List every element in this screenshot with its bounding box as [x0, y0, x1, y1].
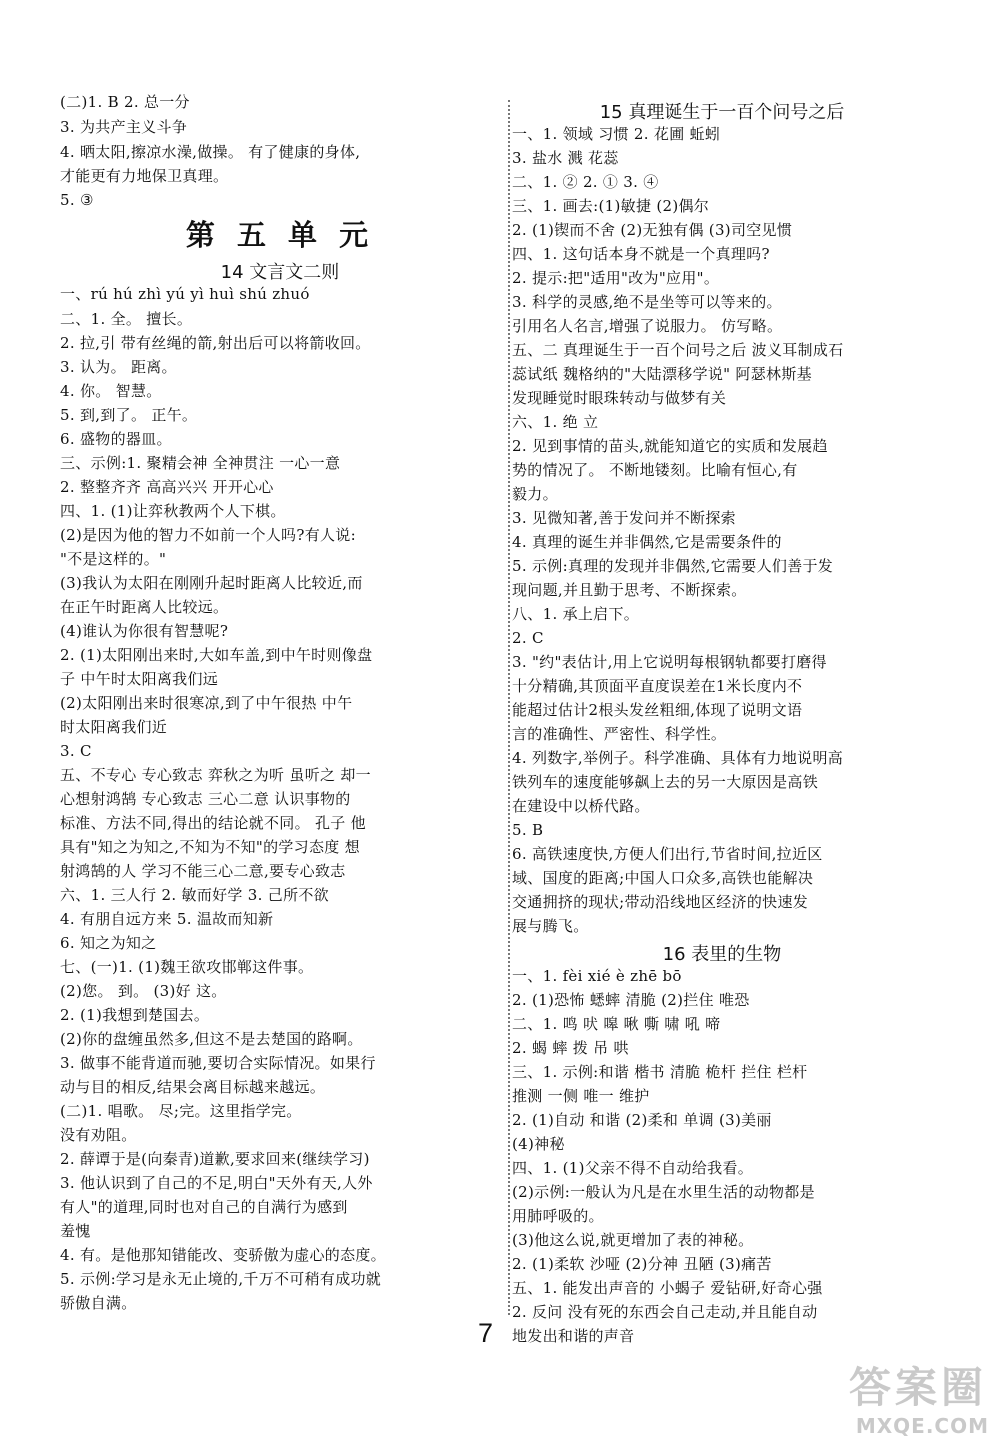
text-line: 八、1. 承上启下。 [512, 605, 640, 623]
text-line: 5. 到,到了。 正午。 [60, 406, 198, 424]
text-line: 毅力。 [512, 485, 558, 503]
text-line: 5. 示例:学习是永无止境的,千万不可稍有成功就 [60, 1270, 382, 1288]
text-line: 3. "约"表估计,用上它说明每根钢轨都要打磨得 [512, 653, 827, 671]
section-16-title: 16 表里的生物 [662, 944, 782, 965]
text-line: 四、1. 这句话本身不就是一个真理吗? [512, 245, 770, 263]
text-line: 4. 真理的诞生并非偶然,它是需要条件的 [512, 533, 782, 551]
text-line: 2. 蝎 蟀 拨 吊 哄 [512, 1039, 629, 1057]
text-line: 四、1. (1)让弈秋教两个人下棋。 [60, 502, 286, 520]
text-line: 动与目的相反,结果会离目标越来越远。 [60, 1078, 326, 1096]
text-line: 展与腾飞。 [512, 917, 589, 935]
text-line: 一、1. fèi xié è zhē bō [512, 967, 682, 985]
text-line: 子 中午时太阳离我们远 [60, 670, 219, 688]
text-line: (4)谁认为你很有智慧呢? [60, 622, 229, 640]
text-line: 2. (1)柔软 沙哑 (2)分神 丑陋 (3)痛苦 [512, 1255, 772, 1273]
text-line: 蕊试纸 魏格纳的"大陆漂移学说" 阿瑟林斯基 [512, 365, 812, 383]
text-line: 心想射鸿鹄 专心致志 三心二意 认识事物的 [60, 790, 351, 808]
text-line: 射鸿鹄的人 学习不能三心二意,要专心致志 [60, 862, 346, 880]
text-line: 六、1. 绝 立 [512, 413, 599, 431]
watermark-bottom-text: MXQE.COM [855, 1414, 989, 1438]
text-line: 标准、方法不同,得出的结论就不同。 孔子 他 [60, 814, 366, 832]
text-line: (2)是因为他的智力不如前一个人吗?有人说: [60, 526, 356, 544]
text-line: 在正午时距离人比较远。 [60, 598, 229, 616]
page-number: 7 [478, 1318, 494, 1348]
text-line: 4. 晒太阳,擦凉水澡,做操。 有了健康的身体, [60, 143, 361, 161]
text-line: 6. 知之为知之 [60, 934, 157, 952]
text-line: 2. 薛谭于是(向秦青)道歉,要求回来(继续学习) [60, 1150, 370, 1168]
text-line: 有人"的道理,同时也对自己的自满行为感到 [60, 1198, 348, 1216]
text-line: 五、不专心 专心致志 弈秋之为听 虽听之 却一 [60, 766, 371, 784]
text-line: 用肺呼吸的。 [512, 1207, 604, 1225]
text-line: 3. 认为。 距离。 [60, 358, 177, 376]
text-line: 2. (1)恐怖 蟋蟀 清脆 (2)拦住 唯恐 [512, 991, 750, 1009]
text-line: 5. ③ [60, 191, 94, 209]
text-line: 2. (1)锲而不舍 (2)无独有偶 (3)司空见惯 [512, 221, 793, 239]
text-line: 3. 盐水 溅 花蕊 [512, 149, 619, 167]
text-line: 二、1. 鸣 吠 嗥 啾 嘶 啸 吼 啼 [512, 1015, 721, 1033]
text-line: 三、示例:1. 聚精会神 全神贯注 一心一意 [60, 454, 341, 472]
text-line: 交通拥挤的现状;带动沿线地区经济的快速发 [512, 893, 809, 911]
text-line: 2. 整整齐齐 高高兴兴 开开心心 [60, 478, 274, 496]
text-line: 4. 你。 智慧。 [60, 382, 162, 400]
text-line: 五、二 真理诞生于一百个问号之后 波义耳制成石 [512, 341, 844, 359]
text-line: 4. 有。是他那知错能改、变骄傲为虚心的态度。 [60, 1246, 386, 1264]
text-line: (2)您。 到。 (3)好 这。 [60, 982, 227, 1000]
text-line: 羞愧 [60, 1222, 91, 1240]
text-line: 五、1. 能发出声音的 小蝎子 爱钻研,好奇心强 [512, 1279, 823, 1297]
text-line: 3. 科学的灵感,绝不是坐等可以等来的。 [512, 293, 782, 311]
text-line: (3)我认为太阳在刚刚升起时距离人比较近,而 [60, 574, 363, 592]
text-line: 四、1. (1)父亲不得不自动给我看。 [512, 1159, 754, 1177]
text-line: 现问题,并且勤于思考、不断探索。 [512, 581, 747, 599]
text-line: 5. B [512, 821, 544, 839]
text-line: (2)你的盘缠虽然多,但这不是去楚国的路啊。 [60, 1030, 363, 1048]
text-line: 2. C [512, 629, 544, 647]
text-line: 域、国度的距离;中国人口众多,高铁也能解决 [512, 869, 814, 887]
text-line: (2)太阳刚出来时很寒凉,到了中午很热 中午 [60, 694, 353, 712]
text-line: (4)神秘 [512, 1135, 565, 1153]
column-divider [508, 100, 510, 1315]
text-line: 3. 见微知著,善于发问并不断探索 [512, 509, 736, 527]
text-line: 引用名人名言,增强了说服力。 仿写略。 [512, 317, 783, 335]
text-line: 2. 见到事情的苗头,就能知道它的实质和发展趋 [512, 437, 828, 455]
text-line: (2)示例:一般认为凡是在水里生活的动物都是 [512, 1183, 815, 1201]
text-line: 2. 反问 没有死的东西会自己走动,并且能自动 [512, 1303, 818, 1321]
text-line: 在建设中以桥代路。 [512, 797, 650, 815]
text-line: (二)1. B 2. 总一分 [60, 93, 190, 111]
text-line: "不是这样的。" [60, 550, 167, 568]
text-line: 势的情况了。 不断地镂刻。比喻有恒心,有 [512, 461, 798, 479]
text-line: 没有劝阻。 [60, 1126, 137, 1144]
text-line: 一、1. 领域 习惯 2. 花圃 蚯蚓 [512, 125, 721, 143]
text-line: 3. C [60, 742, 92, 760]
text-line: 3. 他认识到了自己的不足,明白"天外有天,人外 [60, 1174, 373, 1192]
text-line: 具有"知之为知之,不知为不知"的学习态度 想 [60, 838, 360, 856]
text-line: 三、1. 示例:和谐 楷书 清脆 桅杆 拦住 栏杆 [512, 1063, 808, 1081]
text-line: 3. 为共产主义斗争 [60, 118, 188, 136]
text-line: 铁列车的速度能够飙上去的另一大原因是高铁 [512, 773, 819, 791]
text-line: 一、rú hú zhì yú yì huì shú zhuó [60, 285, 310, 303]
text-line: 骄傲自满。 [60, 1294, 137, 1312]
text-line: 3. 做事不能背道而驰,要切合实际情况。如果行 [60, 1054, 376, 1072]
text-line: 二、1. ② 2. ① 3. ④ [512, 173, 659, 191]
text-line: 2. (1)我想到楚国去。 [60, 1006, 210, 1024]
text-line: 5. 示例:真理的发现并非偶然,它需要人们善于发 [512, 557, 834, 575]
text-line: 才能更有力地保卫真理。 [60, 167, 229, 185]
text-line: (3)他这么说,就更增加了表的神秘。 [512, 1231, 754, 1249]
text-line: 6. 高铁速度快,方便人们出行,节省时间,拉近区 [512, 845, 823, 863]
text-line: 六、1. 三人行 2. 敏而好学 3. 己所不欲 [60, 886, 329, 904]
text-line: 2. 提示:把"适用"改为"应用"。 [512, 269, 720, 287]
text-line: (二)1. 唱歌。 尽;完。这里指学完。 [60, 1102, 302, 1120]
text-line: 6. 盛物的器皿。 [60, 430, 172, 448]
text-line: 发现睡觉时眼珠转动与做梦有关 [512, 389, 727, 407]
text-line: 2. 拉,引 带有丝绳的箭,射出后可以将箭收回。 [60, 334, 371, 352]
text-line: 言的准确性、严密性、科学性。 [512, 725, 727, 743]
text-line: 时太阳离我们近 [60, 718, 168, 736]
text-line: 七、(一)1. (1)魏王欲攻邯郸这件事。 [60, 958, 314, 976]
text-line: 能超过估计2根头发丝粗细,体现了说明文语 [512, 701, 803, 719]
section-14-title: 14 文言文二则 [220, 262, 340, 283]
text-line: 十分精确,其顶面平直度误差在1米长度内不 [512, 677, 803, 695]
text-line: 2. (1)自动 和谐 (2)柔和 单调 (3)美丽 [512, 1111, 772, 1129]
unit-title: 第 五 单 元 [185, 218, 375, 252]
section-15-title: 15 真理诞生于一百个问号之后 [599, 102, 845, 123]
text-line: 4. 有朋自远方来 5. 温故而知新 [60, 910, 274, 928]
watermark-logo [810, 1355, 995, 1440]
text-line: 地发出和谐的声音 [512, 1327, 635, 1345]
text-line: 三、1. 画去:(1)敏捷 (2)偶尔 [512, 197, 710, 215]
watermark-top-text: 答案圈 [848, 1363, 987, 1412]
text-line: 4. 列数字,举例子。科学准确、具体有力地说明高 [512, 749, 844, 767]
text-line: 2. (1)太阳刚出来时,大如车盖,到中午时则像盘 [60, 646, 373, 664]
text-line: 推测 一侧 唯一 维护 [512, 1087, 650, 1105]
text-line: 二、1. 全。 擅长。 [60, 310, 193, 328]
